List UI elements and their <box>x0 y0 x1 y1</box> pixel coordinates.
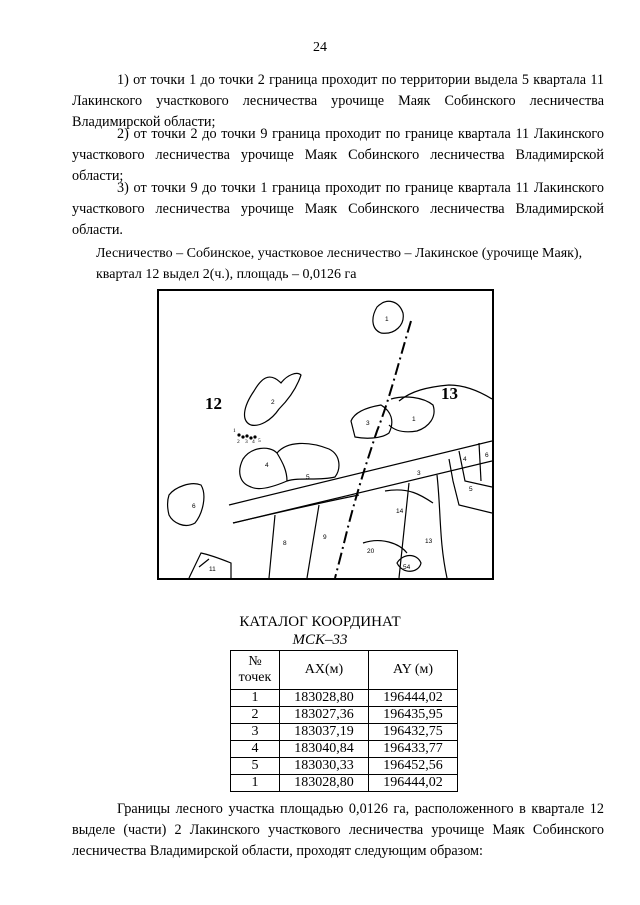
plot-outline-4-right <box>479 443 481 481</box>
point-label-5: 5 <box>258 438 261 444</box>
survey-point <box>245 434 248 437</box>
cell-ax: 183028,80 <box>280 775 369 792</box>
plot-label: 54 <box>403 564 411 571</box>
cell-number: 4 <box>231 741 280 758</box>
plot-label: 3 <box>417 470 421 477</box>
forest-plot-map <box>157 289 494 580</box>
road-edge-top <box>229 441 492 505</box>
cell-ax: 183030,33 <box>280 758 369 775</box>
point-label-3: 3 <box>245 439 248 445</box>
plot-label: 3 <box>366 420 370 427</box>
map-drawing <box>159 291 492 578</box>
cell-number: 5 <box>231 758 280 775</box>
cell-ax: 183037,19 <box>280 724 369 741</box>
cell-number: 1 <box>231 690 280 707</box>
boundary-item-1-text: 1) от точки 1 до точки 2 граница проходит по территории выдела 5 квартала 11 Лакинского участкового лесничества урочище Маяк Собинского лесничества Владимирской области; <box>72 72 604 130</box>
page-number: 24 <box>313 40 327 55</box>
plot-label: 1 <box>412 416 416 423</box>
table-row <box>231 758 458 775</box>
survey-point <box>237 433 240 436</box>
col-header-ay: AY (м) <box>369 651 458 690</box>
cell-ay: 196444,02 <box>369 775 458 792</box>
plot-header: Лесничество – Собинское, участковое лесничество – Лакинское (урочище Маяк), квартал 12 выдел 2(ч.), площадь – 0,0126 га <box>96 246 583 282</box>
catalog-subtitle: МСК–33 <box>292 632 348 648</box>
divider-8-9 <box>269 515 275 578</box>
point-label-2: 2 <box>237 439 240 445</box>
boundary-item-3-text: 3) от точки 9 до точки 1 граница проходит по границе квартала 11 Лакинского участкового лесничества урочище Маяк Собинского лесничества Владимирской области. <box>72 180 604 238</box>
plot-label: 1 <box>385 316 389 323</box>
col-header-ax: AX(м) <box>280 651 369 690</box>
cell-ax: 183027,36 <box>280 707 369 724</box>
col-header-number: № точек <box>231 651 280 690</box>
closing-paragraph-text: Границы лесного участка площадью 0,0126 га, расположенного в квартале 12 выделе (части) 2 Лакинского участкового лесничества урочище Маяк Собинского лесничества Владимирской области, проходят следующим образом: <box>72 801 604 859</box>
divider-9 <box>307 505 319 578</box>
table-row <box>231 690 458 707</box>
plot-label: 6 <box>485 452 489 459</box>
table-row <box>231 775 458 792</box>
hatch-11 <box>199 559 209 567</box>
divider-14-top <box>385 490 433 503</box>
plot-label: 13 <box>425 538 433 545</box>
quarter-label-13: 13 <box>441 384 458 403</box>
boundary-item-2-text: 2) от точки 2 до точки 9 граница проходит по границе квартала 11 Лакинского участкового лесничества урочище Маяк Собинского лесничества Владимирской области; <box>72 126 604 184</box>
cell-ay: 196444,02 <box>369 690 458 707</box>
plot-label: 2 <box>271 399 275 406</box>
cell-ay: 196452,56 <box>369 758 458 775</box>
cell-ay: 196433,77 <box>369 741 458 758</box>
plot-outline-3 <box>351 405 392 438</box>
quarter-boundary-line <box>335 321 411 578</box>
cell-ay: 196435,95 <box>369 707 458 724</box>
plot-label: 8 <box>283 540 287 547</box>
plot-outline-6 <box>168 484 204 526</box>
closing-paragraph <box>72 799 604 862</box>
plot-divider-4-5 <box>277 453 287 481</box>
cell-number: 1 <box>231 775 280 792</box>
plot-outline-1 <box>389 397 434 432</box>
point-label-4: 4 <box>252 439 255 445</box>
plot-label: 11 <box>209 566 216 573</box>
table-row <box>231 741 458 758</box>
table-header-row <box>231 651 458 690</box>
plot-label: 5 <box>306 474 310 481</box>
cell-ay: 196432,75 <box>369 724 458 741</box>
plot-label: 9 <box>323 534 327 541</box>
point-label-1: 1 <box>233 428 236 434</box>
plot-label: 4 <box>265 462 269 469</box>
cell-number: 3 <box>231 724 280 741</box>
plot-label: 20 <box>367 548 375 555</box>
cell-ax: 183040,84 <box>280 741 369 758</box>
coordinates-table <box>230 650 458 792</box>
boundary-item-3 <box>72 178 604 241</box>
table-row <box>231 707 458 724</box>
plot-label: 4 <box>463 456 467 463</box>
quarter-label-12: 12 <box>205 394 222 413</box>
table-row <box>231 724 458 741</box>
catalog-title: КАТАЛОГ КООРДИНАТ <box>239 614 401 630</box>
plot-label: 14 <box>396 508 404 515</box>
divider-14-13 <box>437 475 447 578</box>
cell-ax: 183028,80 <box>280 690 369 707</box>
plot-label: 6 <box>192 503 196 510</box>
plot-label: 5 <box>469 486 473 493</box>
cell-number: 2 <box>231 707 280 724</box>
